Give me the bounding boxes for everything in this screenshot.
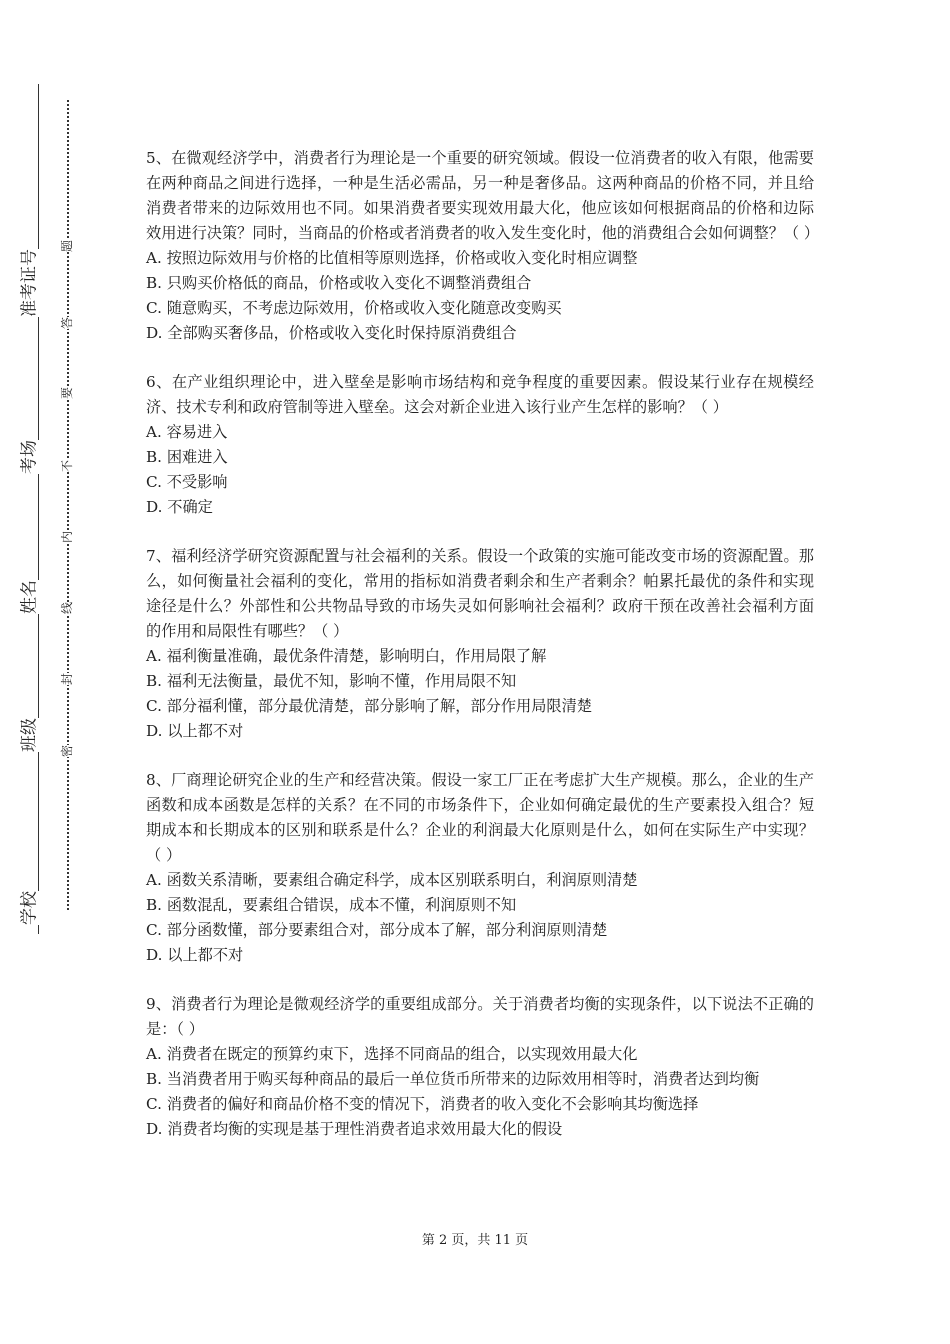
field-label-exam-room: 考场 <box>16 440 45 474</box>
seal-char: 线 <box>60 601 74 615</box>
option-d: D. 不确定 <box>146 498 213 516</box>
option-c: C. 部分福利懂，部分最优清楚，部分影响了解，部分作用局限清楚 <box>146 697 592 715</box>
question-6 <box>146 370 814 520</box>
seal-char: 密 <box>60 744 74 758</box>
option-c: C. 不受影响 <box>146 473 228 491</box>
question-list <box>146 146 820 1166</box>
seal-char: 内 <box>60 530 74 544</box>
question-7 <box>146 544 814 744</box>
question-stem: 7、福利经济学研究资源配置与社会福利的关系。假设一个政策的实施可能改变市场的资源配置。那么，如何衡量社会福利的变化，常用的指标如消费者剩余和生产者剩余？帕累托最优的条件和实现途径是什么？外部性和公共物品导致的市场失灵如何影响社会福利？政府干预在改善社会福利方面的作用和局限性有哪些？（ ） <box>146 547 814 640</box>
option-a: A. 福利衡量准确，最优条件清楚，影响明白，作用局限了解 <box>146 647 547 665</box>
option-b: B. 函数混乱，要素组合错误，成本不懂，利润原则不知 <box>146 896 517 914</box>
seal-char: 题 <box>60 239 74 253</box>
seal-char: 要 <box>60 386 74 400</box>
binding-margin <box>0 0 120 1344</box>
option-d: D. 全部购买奢侈品，价格或收入变化时保持原消费组合 <box>146 324 517 342</box>
field-label-class: 班级 <box>16 718 45 752</box>
question-stem: 8、厂商理论研究企业的生产和经营决策。假设一家工厂正在考虑扩大生产规模。那么，企业的生产函数和成本函数是怎样的关系？在不同的市场条件下，企业如何确定最优的生产要素投入组合？短期成本和长期成本的区别和联系是什么？企业的利润最大化原则是什么，如何在实际生产中实现？（ ） <box>146 771 814 864</box>
question-stem: 9、消费者行为理论是微观经济学的重要组成部分。关于消费者均衡的实现条件，以下说法不正确的是：（ ） <box>146 995 814 1038</box>
field-label-exam-number: 准考证号 <box>16 249 45 317</box>
option-a: A. 容易进入 <box>146 423 228 441</box>
option-c: C. 部分函数懂，部分要素组合对，部分成本了解，部分利润原则清楚 <box>146 921 608 939</box>
seal-char: 不 <box>60 459 74 473</box>
option-b: B. 福利无法衡量，最优不知，影响不懂，作用局限不知 <box>146 672 517 690</box>
question-stem: 6、在产业组织理论中，进入壁垒是影响市场结构和竞争程度的重要因素。假设某行业存在规模经济、技术专利和政府管制等进入壁垒。这会对新企业进入该行业产生怎样的影响？（ ） <box>146 373 814 416</box>
question-9 <box>146 992 814 1142</box>
binding-dotted-line <box>67 100 69 910</box>
option-c: C. 随意购买，不考虑边际效用，价格或收入变化随意改变购买 <box>146 299 562 317</box>
question-stem: 5、在微观经济学中，消费者行为理论是一个重要的研究领域。假设一位消费者的收入有限，他需要在两种商品之间进行选择，一种是生活必需品，另一种是奢侈品。这两种商品的价格不同，并且给消费者带来的边际效用也不同。如果消费者要实现效用最大化，他应该如何根据商品的价格和边际效用进行决策？同时，当商品的价格或者消费者的收入发生变化时，他的消费组合会如何调整？（ ） <box>146 149 820 242</box>
seal-char: 答 <box>60 316 74 330</box>
seal-char: 封 <box>60 672 74 686</box>
field-label-school: 学校 <box>16 891 45 925</box>
option-b: B. 困难进入 <box>146 448 228 466</box>
page-number: 第 2 页，共 11 页 <box>421 1233 529 1248</box>
option-d: D. 消费者均衡的实现是基于理性消费者追求效用最大化的假设 <box>146 1120 563 1138</box>
option-d: D. 以上都不对 <box>146 722 244 740</box>
option-a: A. 按照边际效用与价格的比值相等原则选择，价格或收入变化时相应调整 <box>146 249 638 267</box>
option-a: A. 函数关系清晰，要素组合确定科学，成本区别联系明白，利润原则清楚 <box>146 871 638 889</box>
field-label-name: 姓名 <box>16 580 45 614</box>
option-a: A. 消费者在既定的预算约束下，选择不同商品的组合，以实现效用最大化 <box>146 1045 638 1063</box>
option-b: B. 当消费者用于购买每种商品的最后一单位货币所带来的边际效用相等时，消费者达到均衡 <box>146 1070 760 1088</box>
option-b: B. 只购买价格低的商品，价格或收入变化不调整消费组合 <box>146 274 532 292</box>
binding-solid-line <box>38 84 39 934</box>
option-d: D. 以上都不对 <box>146 946 244 964</box>
option-c: C. 消费者的偏好和商品价格不变的情况下，消费者的收入变化不会影响其均衡选择 <box>146 1095 699 1113</box>
question-8 <box>146 768 814 968</box>
question-5 <box>146 146 820 346</box>
